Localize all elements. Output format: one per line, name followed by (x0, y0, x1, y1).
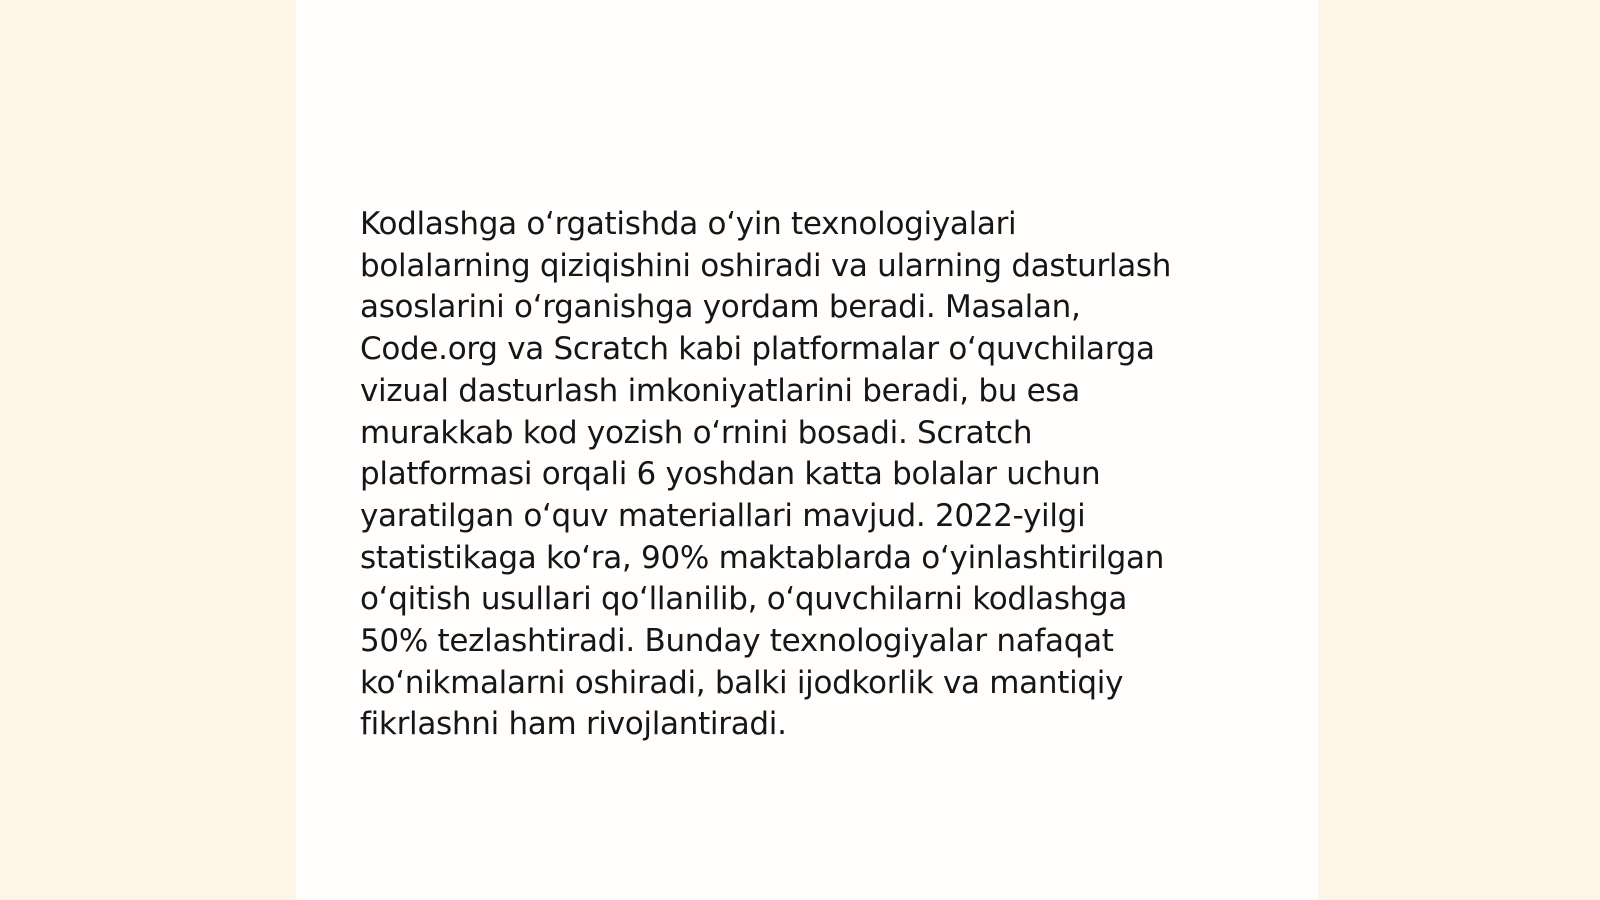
paragraph-line: asoslarini o‘rganishga yordam beradi. Masalan, (360, 289, 1081, 326)
paragraph-line: statistikaga ko‘ra, 90% maktablarda o‘yinlashtirilgan (360, 539, 1165, 576)
paragraph-line: fikrlashni ham rivojlantiradi. (360, 706, 787, 743)
paragraph-line: Kodlashga o‘rgatishda o‘yin texnologiyalari (360, 206, 1017, 242)
paragraph-line: 50% tezlashtiradi. Bunday texnologiyalar nafaqat (360, 623, 1114, 660)
paragraph-line: Code.org va Scratch kabi platformalar o‘quvchilarga (360, 331, 1155, 368)
paragraph-line: bolalarning qiziqishini oshiradi va ularning dasturlash (360, 247, 1172, 284)
paragraph-line: murakkab kod yozish o‘rnini bosadi. Scratch (360, 414, 1033, 451)
paragraph-line: platformasi orqali 6 yoshdan katta bolalar uchun (360, 456, 1101, 493)
paragraph-line: ko‘nikmalarni oshiradi, balki ijodkorlik va mantiqiy (360, 664, 1124, 701)
paragraph-line: yaratilgan o‘quv materiallari mavjud. 2022-yilgi (360, 497, 1086, 534)
body-paragraph (360, 204, 1260, 746)
paragraph-line: vizual dasturlash imkoniyatlarini beradi, bu esa (360, 372, 1080, 409)
document-sheet (296, 0, 1318, 900)
paragraph-line: o‘qitish usullari qo‘llanilib, o‘quvchilarni kodlashga (360, 581, 1128, 618)
